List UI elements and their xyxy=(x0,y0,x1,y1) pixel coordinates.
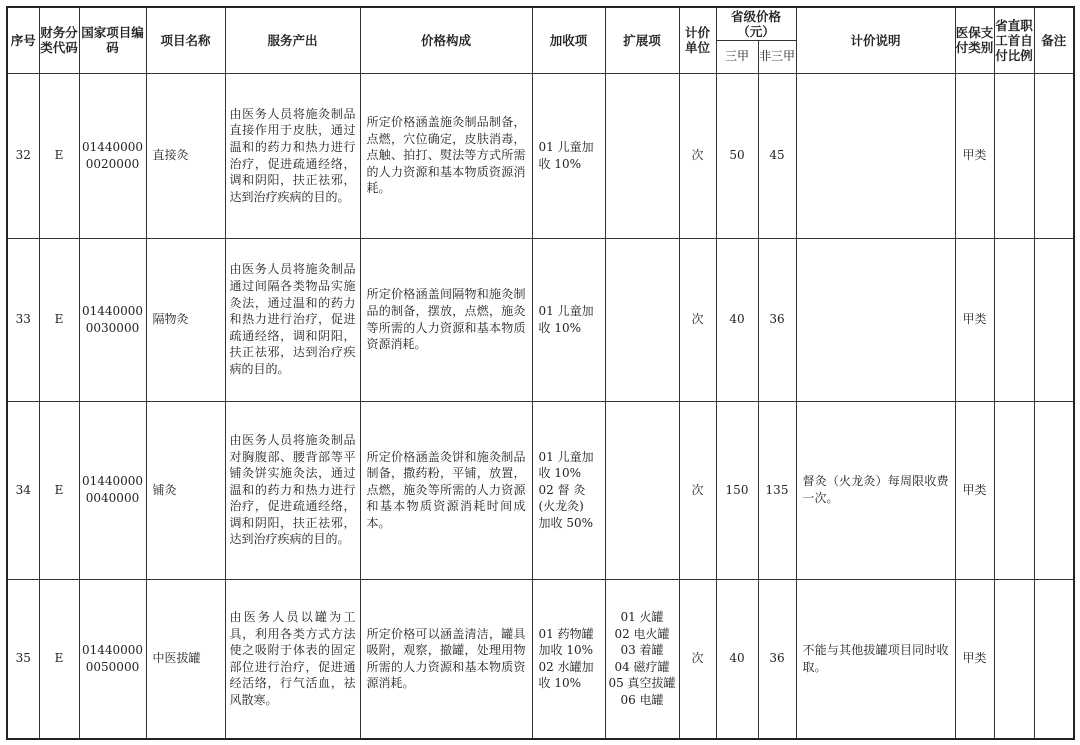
extend-line: 06 电罐 xyxy=(620,692,664,707)
header-prov-price: 省级价格（元） xyxy=(716,7,796,40)
header-unit: 计价单位 xyxy=(679,7,716,73)
cell-unit: 次 xyxy=(679,238,716,401)
extend-line: 05 真空拔罐 xyxy=(608,676,676,691)
table-row xyxy=(7,579,1074,739)
extend-line: 04 磁疗罐 xyxy=(614,659,670,674)
cell-grade3: 150 xyxy=(716,401,758,579)
cell-nat-code xyxy=(79,238,146,401)
nat-code-line: 01440000 xyxy=(81,474,144,489)
header-price-comp: 价格构成 xyxy=(360,7,532,73)
nat-code-line: 01440000 xyxy=(81,643,144,658)
cell-addon xyxy=(532,401,605,579)
cell-nongrade3: 135 xyxy=(758,401,796,579)
nat-code-line: 01440000 xyxy=(81,303,144,318)
cell-ratio xyxy=(994,401,1034,579)
header-nongrade3: 非三甲 xyxy=(758,40,796,73)
cell-nongrade3: 36 xyxy=(758,579,796,739)
cell-extend xyxy=(605,73,679,238)
cell-desc: 督灸（火龙灸）每周限收费一次。 xyxy=(796,401,955,579)
cell-addon xyxy=(532,238,605,401)
addon-line: 01 儿童加 xyxy=(538,449,594,464)
cell-nongrade3: 36 xyxy=(758,238,796,401)
cell-fin-code: E xyxy=(39,73,79,238)
addon-line: 02 督 灸 xyxy=(538,482,586,497)
cell-unit: 次 xyxy=(679,73,716,238)
cell-insurance: 甲类 xyxy=(955,401,994,579)
cell-ratio xyxy=(994,73,1034,238)
cell-ratio xyxy=(994,579,1034,739)
cell-nongrade3: 45 xyxy=(758,73,796,238)
addon-line: 收 10% xyxy=(538,156,581,171)
cell-insurance: 甲类 xyxy=(955,238,994,401)
cell-output: 由医务人员将施灸制品对胸腹部、腰背部等平铺灸饼实施灸法，通过温和的药力和热力进行治疗，促进疏通经络，调和阴阳，扶正祛邪，达到治疗疾病的目的。 xyxy=(225,401,360,579)
cell-nat-code xyxy=(79,401,146,579)
cell-name: 隔物灸 xyxy=(146,238,225,401)
nat-code-line: 01440000 xyxy=(81,139,144,154)
header-remark: 备注 xyxy=(1034,7,1074,73)
addon-line: 收 10% xyxy=(538,676,581,691)
cell-seq: 32 xyxy=(7,73,39,238)
cell-output: 由医务人员将施灸制品通过间隔各类物品实施灸法，通过温和的药力和热力进行治疗，促进疏通经络，调和阴阳，扶正祛邪，达到治疗疾病的目的。 xyxy=(225,238,360,401)
cell-extend xyxy=(605,579,679,739)
cell-remark xyxy=(1034,73,1074,238)
nat-code-line: 0020000 xyxy=(85,156,140,171)
header-name: 项目名称 xyxy=(146,7,225,73)
header-fin-code: 财务分类代码 xyxy=(39,7,79,73)
header-grade3: 三甲 xyxy=(716,40,758,73)
addon-line: 收 10% xyxy=(538,466,581,481)
header-nat-code: 国家项目编码 xyxy=(79,7,146,73)
cell-remark xyxy=(1034,238,1074,401)
nat-code-line: 0040000 xyxy=(85,491,140,505)
header-insurance: 医保支付类别 xyxy=(955,7,994,73)
header-desc: 计价说明 xyxy=(796,7,955,73)
cell-seq: 33 xyxy=(7,238,39,401)
addon-line: 01 儿童加 xyxy=(538,139,594,154)
cell-extend xyxy=(605,401,679,579)
cell-insurance: 甲类 xyxy=(955,73,994,238)
cell-fin-code: E xyxy=(39,238,79,401)
cell-price-comp: 所定价格涵盖间隔物和施灸制品的制备，摆放，点燃，施灸等所需的人力资源和基本物质资源消耗。 xyxy=(360,238,532,401)
cell-grade3: 40 xyxy=(716,238,758,401)
addon-line: 01 儿童加 xyxy=(538,303,594,318)
cell-name: 铺灸 xyxy=(146,401,225,579)
header-seq: 序号 xyxy=(7,7,39,73)
addon-line: 加收 10% xyxy=(538,643,593,658)
cell-desc xyxy=(796,73,955,238)
cell-remark xyxy=(1034,401,1074,579)
cell-nat-code xyxy=(79,73,146,238)
header-extend: 扩展项 xyxy=(605,7,679,73)
cell-name: 直接灸 xyxy=(146,73,225,238)
addon-line: 02 水罐加 xyxy=(538,659,594,674)
cell-fin-code: E xyxy=(39,579,79,739)
cell-addon xyxy=(532,73,605,238)
addon-line: 加收 50% xyxy=(538,515,593,530)
extend-line: 02 电火罐 xyxy=(614,626,670,641)
cell-unit: 次 xyxy=(679,579,716,739)
cell-seq: 35 xyxy=(7,579,39,739)
cell-insurance: 甲类 xyxy=(955,579,994,739)
cell-seq: 34 xyxy=(7,401,39,579)
cell-fin-code: E xyxy=(39,401,79,579)
nat-code-line: 0030000 xyxy=(85,320,140,335)
header-output: 服务产出 xyxy=(225,7,360,73)
table-row xyxy=(7,401,1074,579)
cell-price-comp: 所定价格可以涵盖清洁，罐具吸附，观察，撤罐，处理用物所需的人力资源和基本物质资源消耗。 xyxy=(360,579,532,739)
cell-output: 由医务人员以罐为工具，利用各类方式方法使之吸附于体表的固定部位进行治疗，促进通经活络，行气活血，祛风散寒。 xyxy=(225,579,360,739)
cell-addon xyxy=(532,579,605,739)
extend-line: 01 火罐 xyxy=(620,609,664,624)
cell-name: 中医拔罐 xyxy=(146,579,225,739)
cell-price-comp: 所定价格涵盖施灸制品制备，点燃，穴位确定，皮肤消毒，点触、拍打、熨法等方式所需的人力资源和基本物质资源消耗。 xyxy=(360,73,532,238)
cell-grade3: 40 xyxy=(716,579,758,739)
cell-desc xyxy=(796,238,955,401)
addon-line: 收 10% xyxy=(538,320,581,335)
cell-desc: 不能与其他拔罐项目同时收取。 xyxy=(796,579,955,739)
cell-remark xyxy=(1034,579,1074,739)
header-ratio: 省直职工首自付比例 xyxy=(994,7,1034,73)
addon-line: (火龙灸) xyxy=(538,499,584,514)
nat-code-line: 0050000 xyxy=(85,659,140,674)
extend-line: 03 着罐 xyxy=(620,643,664,658)
price-table xyxy=(6,6,1075,740)
cell-unit: 次 xyxy=(679,401,716,579)
header-addon: 加收项 xyxy=(532,7,605,73)
table-row xyxy=(7,73,1074,238)
cell-price-comp: 所定价格涵盖灸饼和施灸制品制备，撒药粉，平铺，放置，点燃，施灸等所需的人力资源和基本物质资源消耗时间成本。 xyxy=(360,401,532,579)
cell-extend xyxy=(605,238,679,401)
cell-grade3: 50 xyxy=(716,73,758,238)
cell-nat-code xyxy=(79,579,146,739)
cell-ratio xyxy=(994,238,1034,401)
addon-line: 01 药物罐 xyxy=(538,626,594,641)
table-row xyxy=(7,238,1074,401)
cell-output: 由医务人员将施灸制品直接作用于皮肤，通过温和的药力和热力进行治疗，促进疏通经络，调和阴阳，扶正祛邪，达到治疗疾病的目的。 xyxy=(225,73,360,238)
